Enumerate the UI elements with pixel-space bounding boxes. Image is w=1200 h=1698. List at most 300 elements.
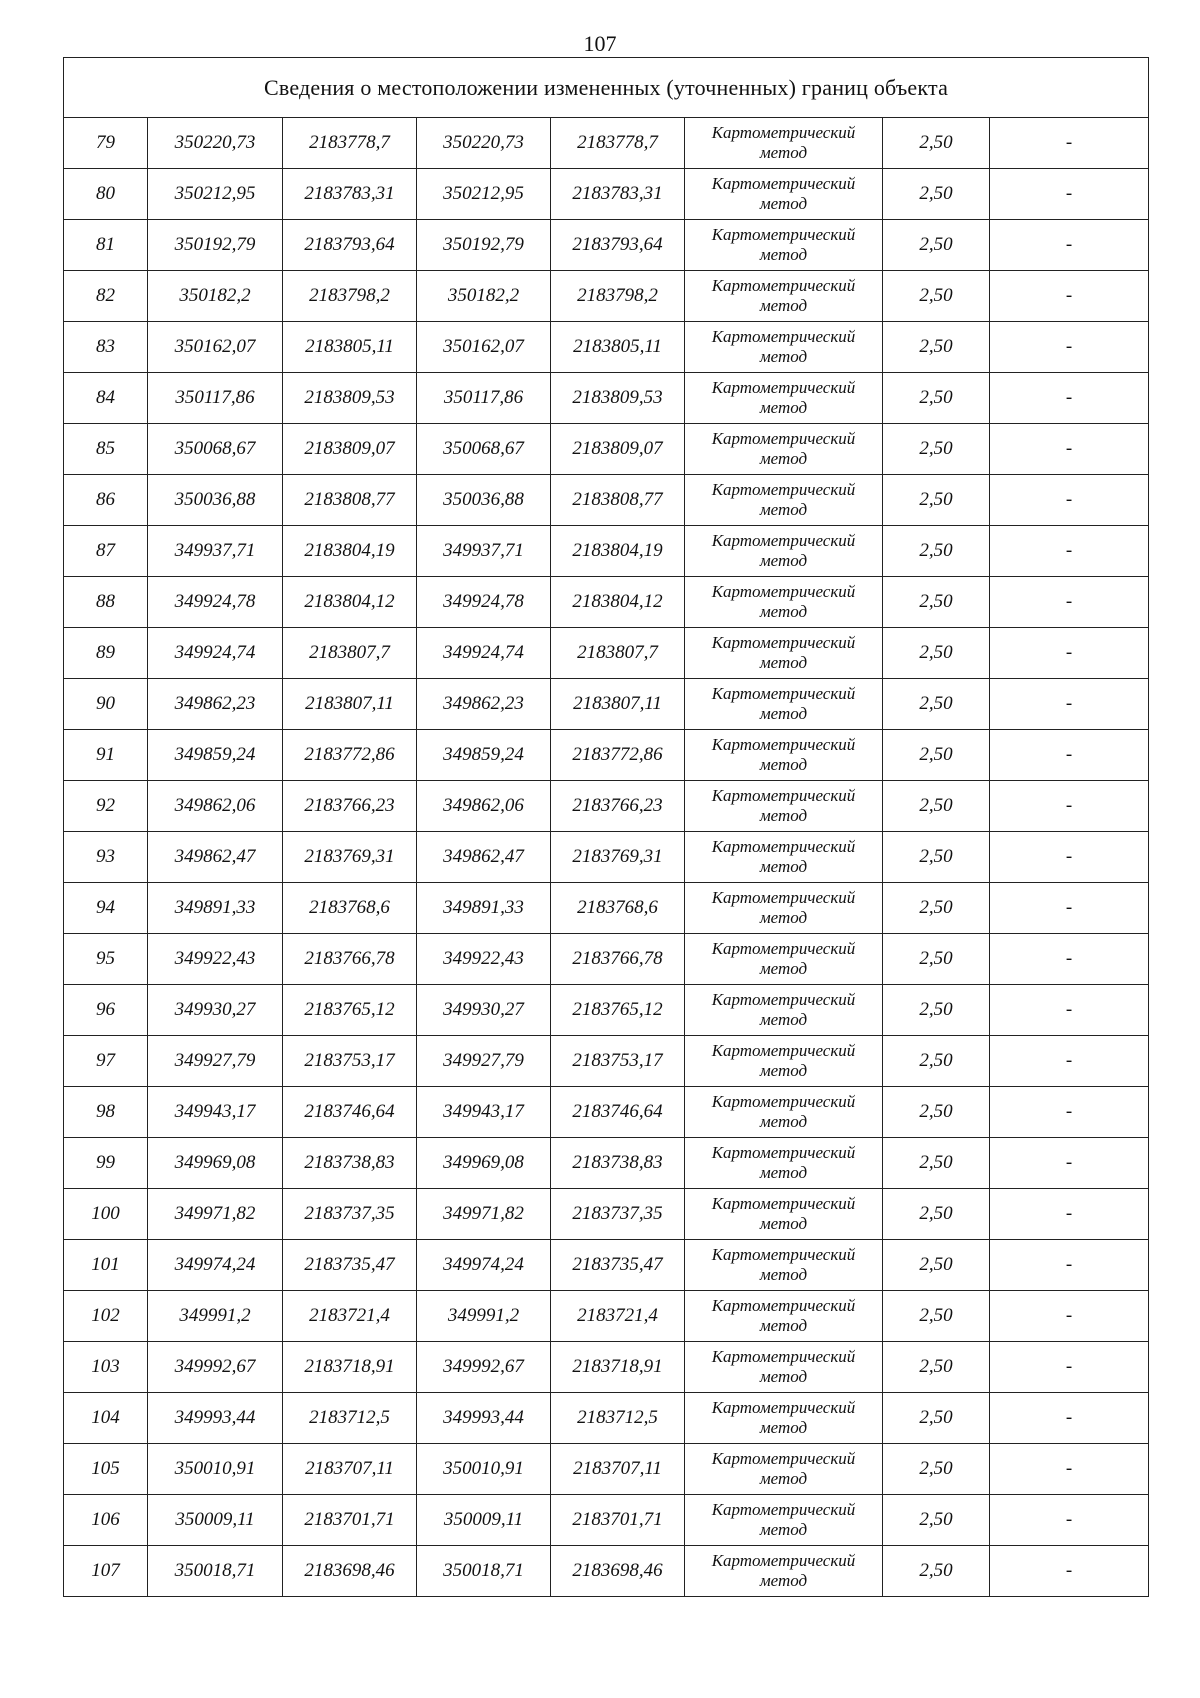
method-cell [685, 1189, 883, 1240]
note-cell: - [990, 1444, 1149, 1495]
table-row [64, 373, 1149, 424]
method-cell [685, 577, 883, 628]
accuracy-cell: 2,50 [883, 628, 990, 679]
note-cell: - [990, 271, 1149, 322]
note-cell: - [990, 781, 1149, 832]
accuracy-cell: 2,50 [883, 781, 990, 832]
refined-y-cell: 2183712,5 [551, 1393, 685, 1444]
note-cell: - [990, 475, 1149, 526]
method-line-2: метод [759, 653, 808, 672]
refined-x-cell: 349862,47 [417, 832, 551, 883]
point-number-cell: 100 [64, 1189, 148, 1240]
refined-y-cell: 2183778,7 [551, 118, 685, 169]
refined-x-cell: 350192,79 [417, 220, 551, 271]
method-cell [685, 526, 883, 577]
accuracy-cell: 2,50 [883, 169, 990, 220]
point-number-cell: 107 [64, 1546, 148, 1597]
method-cell [685, 424, 883, 475]
existing-y-cell: 2183807,11 [283, 679, 417, 730]
method-line-1: Картометрический [711, 1449, 856, 1468]
refined-x-cell: 350117,86 [417, 373, 551, 424]
method-line-1: Картометрический [711, 786, 856, 805]
method-line-2: метод [759, 551, 808, 570]
method-line-2: метод [759, 1418, 808, 1437]
refined-x-cell: 349859,24 [417, 730, 551, 781]
refined-y-cell: 2183807,7 [551, 628, 685, 679]
existing-y-cell: 2183701,71 [283, 1495, 417, 1546]
method-line-1: Картометрический [711, 276, 856, 295]
refined-y-cell: 2183807,11 [551, 679, 685, 730]
method-line-2: метод [759, 857, 808, 876]
method-line-1: Картометрический [711, 939, 856, 958]
point-number-cell: 96 [64, 985, 148, 1036]
existing-x-cell: 349862,47 [148, 832, 283, 883]
existing-x-cell: 350036,88 [148, 475, 283, 526]
method-line-1: Картометрический [711, 378, 856, 397]
point-number-cell: 99 [64, 1138, 148, 1189]
method-line-2: метод [759, 245, 808, 264]
point-number-cell: 106 [64, 1495, 148, 1546]
table-row [64, 1495, 1149, 1546]
refined-y-cell: 2183753,17 [551, 1036, 685, 1087]
method-line-1: Картометрический [711, 990, 856, 1009]
refined-x-cell: 349927,79 [417, 1036, 551, 1087]
existing-y-cell: 2183712,5 [283, 1393, 417, 1444]
accuracy-cell: 2,50 [883, 679, 990, 730]
method-cell [685, 118, 883, 169]
method-line-1: Картометрический [711, 1143, 856, 1162]
point-number-cell: 87 [64, 526, 148, 577]
note-cell: - [990, 1393, 1149, 1444]
method-line-1: Картометрический [711, 837, 856, 856]
existing-y-cell: 2183808,77 [283, 475, 417, 526]
method-cell [685, 1138, 883, 1189]
method-line-1: Картометрический [711, 174, 856, 193]
method-line-2: метод [759, 755, 808, 774]
existing-y-cell: 2183809,07 [283, 424, 417, 475]
method-line-2: метод [759, 1112, 808, 1131]
method-line-1: Картометрический [711, 1347, 856, 1366]
point-number-cell: 85 [64, 424, 148, 475]
method-line-1: Картометрический [711, 888, 856, 907]
point-number-cell: 82 [64, 271, 148, 322]
note-cell: - [990, 628, 1149, 679]
table-row [64, 1189, 1149, 1240]
existing-x-cell: 350182,2 [148, 271, 283, 322]
refined-x-cell: 350182,2 [417, 271, 551, 322]
note-cell: - [990, 985, 1149, 1036]
refined-y-cell: 2183737,35 [551, 1189, 685, 1240]
accuracy-cell: 2,50 [883, 1444, 990, 1495]
method-line-1: Картометрический [711, 1296, 856, 1315]
method-cell [685, 1393, 883, 1444]
page-number: 107 [583, 31, 617, 56]
existing-y-cell: 2183766,78 [283, 934, 417, 985]
table-row [64, 1546, 1149, 1597]
method-line-2: метод [759, 1571, 808, 1590]
refined-x-cell: 349924,74 [417, 628, 551, 679]
note-cell: - [990, 1087, 1149, 1138]
accuracy-cell: 2,50 [883, 1087, 990, 1138]
note-cell: - [990, 373, 1149, 424]
method-cell [685, 1546, 883, 1597]
existing-x-cell: 349922,43 [148, 934, 283, 985]
existing-y-cell: 2183807,7 [283, 628, 417, 679]
table-header-row [64, 58, 1149, 118]
method-line-1: Картометрический [711, 1041, 856, 1060]
existing-x-cell: 350220,73 [148, 118, 283, 169]
point-number-cell: 86 [64, 475, 148, 526]
existing-y-cell: 2183778,7 [283, 118, 417, 169]
point-number-cell: 88 [64, 577, 148, 628]
existing-x-cell: 350117,86 [148, 373, 283, 424]
existing-y-cell: 2183765,12 [283, 985, 417, 1036]
refined-x-cell: 349969,08 [417, 1138, 551, 1189]
point-number-cell: 79 [64, 118, 148, 169]
existing-x-cell: 349930,27 [148, 985, 283, 1036]
note-cell: - [990, 1291, 1149, 1342]
existing-y-cell: 2183798,2 [283, 271, 417, 322]
existing-x-cell: 349971,82 [148, 1189, 283, 1240]
table-row [64, 1240, 1149, 1291]
existing-y-cell: 2183746,64 [283, 1087, 417, 1138]
refined-y-cell: 2183701,71 [551, 1495, 685, 1546]
method-cell [685, 883, 883, 934]
refined-y-cell: 2183798,2 [551, 271, 685, 322]
existing-y-cell: 2183804,12 [283, 577, 417, 628]
point-number-cell: 104 [64, 1393, 148, 1444]
table-row [64, 1036, 1149, 1087]
table-row [64, 577, 1149, 628]
accuracy-cell: 2,50 [883, 1138, 990, 1189]
existing-x-cell: 350212,95 [148, 169, 283, 220]
existing-x-cell: 349859,24 [148, 730, 283, 781]
refined-y-cell: 2183768,6 [551, 883, 685, 934]
refined-x-cell: 349937,71 [417, 526, 551, 577]
method-line-1: Картометрический [711, 123, 856, 142]
table-row [64, 220, 1149, 271]
table-row [64, 1342, 1149, 1393]
existing-y-cell: 2183698,46 [283, 1546, 417, 1597]
method-line-1: Картометрический [711, 735, 856, 754]
refined-x-cell: 349971,82 [417, 1189, 551, 1240]
point-number-cell: 101 [64, 1240, 148, 1291]
table-row [64, 475, 1149, 526]
note-cell: - [990, 934, 1149, 985]
method-cell [685, 1087, 883, 1138]
note-cell: - [990, 424, 1149, 475]
method-cell [685, 985, 883, 1036]
table-row [64, 832, 1149, 883]
method-line-1: Картометрический [711, 1245, 856, 1264]
method-line-2: метод [759, 500, 808, 519]
point-number-cell: 80 [64, 169, 148, 220]
refined-x-cell: 349991,2 [417, 1291, 551, 1342]
note-cell: - [990, 322, 1149, 373]
method-line-1: Картометрический [711, 633, 856, 652]
existing-y-cell: 2183809,53 [283, 373, 417, 424]
method-cell [685, 730, 883, 781]
accuracy-cell: 2,50 [883, 985, 990, 1036]
refined-x-cell: 350036,88 [417, 475, 551, 526]
note-cell: - [990, 1138, 1149, 1189]
method-cell [685, 781, 883, 832]
existing-x-cell: 349862,23 [148, 679, 283, 730]
note-cell: - [990, 679, 1149, 730]
method-line-2: метод [759, 1061, 808, 1080]
table-row [64, 271, 1149, 322]
accuracy-cell: 2,50 [883, 1546, 990, 1597]
refined-y-cell: 2183738,83 [551, 1138, 685, 1189]
refined-x-cell: 349922,43 [417, 934, 551, 985]
accuracy-cell: 2,50 [883, 322, 990, 373]
refined-y-cell: 2183769,31 [551, 832, 685, 883]
method-cell [685, 1444, 883, 1495]
refined-x-cell: 350212,95 [417, 169, 551, 220]
point-number-cell: 90 [64, 679, 148, 730]
existing-x-cell: 349937,71 [148, 526, 283, 577]
existing-x-cell: 350009,11 [148, 1495, 283, 1546]
refined-y-cell: 2183718,91 [551, 1342, 685, 1393]
refined-x-cell: 349993,44 [417, 1393, 551, 1444]
refined-x-cell: 350068,67 [417, 424, 551, 475]
method-cell [685, 271, 883, 322]
existing-x-cell: 349862,06 [148, 781, 283, 832]
existing-x-cell: 349991,2 [148, 1291, 283, 1342]
refined-x-cell: 349943,17 [417, 1087, 551, 1138]
existing-y-cell: 2183805,11 [283, 322, 417, 373]
existing-x-cell: 350010,91 [148, 1444, 283, 1495]
method-line-1: Картометрический [711, 531, 856, 550]
accuracy-cell: 2,50 [883, 424, 990, 475]
accuracy-cell: 2,50 [883, 220, 990, 271]
method-line-2: метод [759, 1316, 808, 1335]
table-row [64, 985, 1149, 1036]
method-line-2: метод [759, 398, 808, 417]
refined-y-cell: 2183805,11 [551, 322, 685, 373]
point-number-cell: 102 [64, 1291, 148, 1342]
method-line-2: метод [759, 1469, 808, 1488]
method-line-2: метод [759, 296, 808, 315]
method-cell [685, 1036, 883, 1087]
method-line-2: метод [759, 1010, 808, 1029]
existing-y-cell: 2183766,23 [283, 781, 417, 832]
refined-y-cell: 2183804,19 [551, 526, 685, 577]
table-row [64, 781, 1149, 832]
point-number-cell: 103 [64, 1342, 148, 1393]
note-cell: - [990, 118, 1149, 169]
method-cell [685, 1291, 883, 1342]
method-line-2: метод [759, 1214, 808, 1233]
refined-x-cell: 350009,11 [417, 1495, 551, 1546]
existing-y-cell: 2183721,4 [283, 1291, 417, 1342]
existing-y-cell: 2183793,64 [283, 220, 417, 271]
existing-y-cell: 2183737,35 [283, 1189, 417, 1240]
existing-y-cell: 2183753,17 [283, 1036, 417, 1087]
refined-y-cell: 2183783,31 [551, 169, 685, 220]
note-cell: - [990, 1342, 1149, 1393]
existing-x-cell: 349969,08 [148, 1138, 283, 1189]
method-line-2: метод [759, 347, 808, 366]
existing-y-cell: 2183772,86 [283, 730, 417, 781]
refined-x-cell: 349891,33 [417, 883, 551, 934]
refined-y-cell: 2183698,46 [551, 1546, 685, 1597]
table-row [64, 1444, 1149, 1495]
existing-y-cell: 2183738,83 [283, 1138, 417, 1189]
existing-x-cell: 349891,33 [148, 883, 283, 934]
refined-y-cell: 2183735,47 [551, 1240, 685, 1291]
table-row [64, 730, 1149, 781]
method-cell [685, 628, 883, 679]
method-line-1: Картометрический [711, 1398, 856, 1417]
method-line-1: Картометрический [711, 582, 856, 601]
existing-y-cell: 2183769,31 [283, 832, 417, 883]
point-number-cell: 93 [64, 832, 148, 883]
refined-x-cell: 350010,91 [417, 1444, 551, 1495]
note-cell: - [990, 169, 1149, 220]
accuracy-cell: 2,50 [883, 832, 990, 883]
point-number-cell: 98 [64, 1087, 148, 1138]
point-number-cell: 91 [64, 730, 148, 781]
method-cell [685, 373, 883, 424]
existing-y-cell: 2183804,19 [283, 526, 417, 577]
accuracy-cell: 2,50 [883, 1036, 990, 1087]
accuracy-cell: 2,50 [883, 730, 990, 781]
method-cell [685, 679, 883, 730]
note-cell: - [990, 730, 1149, 781]
table-row [64, 1393, 1149, 1444]
refined-y-cell: 2183772,86 [551, 730, 685, 781]
refined-y-cell: 2183765,12 [551, 985, 685, 1036]
method-line-1: Картометрический [711, 684, 856, 703]
note-cell: - [990, 220, 1149, 271]
refined-x-cell: 349974,24 [417, 1240, 551, 1291]
method-line-2: метод [759, 806, 808, 825]
method-line-2: метод [759, 1520, 808, 1539]
accuracy-cell: 2,50 [883, 1291, 990, 1342]
method-line-2: метод [759, 959, 808, 978]
method-line-1: Картометрический [711, 1092, 856, 1111]
refined-y-cell: 2183766,78 [551, 934, 685, 985]
table-title: Сведения о местоположении измененных (уточненных) границ объекта [64, 58, 1149, 118]
note-cell: - [990, 577, 1149, 628]
method-cell [685, 934, 883, 985]
point-number-cell: 97 [64, 1036, 148, 1087]
method-line-2: метод [759, 449, 808, 468]
accuracy-cell: 2,50 [883, 934, 990, 985]
accuracy-cell: 2,50 [883, 1189, 990, 1240]
refined-x-cell: 350162,07 [417, 322, 551, 373]
refined-x-cell: 349930,27 [417, 985, 551, 1036]
existing-x-cell: 350162,07 [148, 322, 283, 373]
accuracy-cell: 2,50 [883, 577, 990, 628]
accuracy-cell: 2,50 [883, 475, 990, 526]
accuracy-cell: 2,50 [883, 373, 990, 424]
table-row [64, 1087, 1149, 1138]
accuracy-cell: 2,50 [883, 271, 990, 322]
method-cell [685, 832, 883, 883]
method-cell [685, 1495, 883, 1546]
method-cell [685, 475, 883, 526]
accuracy-cell: 2,50 [883, 526, 990, 577]
table-row [64, 1291, 1149, 1342]
existing-x-cell: 349927,79 [148, 1036, 283, 1087]
accuracy-cell: 2,50 [883, 1240, 990, 1291]
method-line-1: Картометрический [711, 225, 856, 244]
method-line-2: метод [759, 602, 808, 621]
existing-x-cell: 349993,44 [148, 1393, 283, 1444]
table-row [64, 526, 1149, 577]
existing-y-cell: 2183707,11 [283, 1444, 417, 1495]
point-number-cell: 92 [64, 781, 148, 832]
method-line-1: Картометрический [711, 429, 856, 448]
table-row [64, 679, 1149, 730]
accuracy-cell: 2,50 [883, 1393, 990, 1444]
note-cell: - [990, 1036, 1149, 1087]
refined-x-cell: 349924,78 [417, 577, 551, 628]
existing-x-cell: 349924,78 [148, 577, 283, 628]
method-line-1: Картометрический [711, 1194, 856, 1213]
refined-x-cell: 350018,71 [417, 1546, 551, 1597]
table-row [64, 424, 1149, 475]
note-cell: - [990, 1240, 1149, 1291]
existing-x-cell: 350018,71 [148, 1546, 283, 1597]
method-line-2: метод [759, 704, 808, 723]
existing-y-cell: 2183768,6 [283, 883, 417, 934]
method-line-2: метод [759, 1163, 808, 1182]
table-row [64, 934, 1149, 985]
existing-x-cell: 350068,67 [148, 424, 283, 475]
existing-x-cell: 350192,79 [148, 220, 283, 271]
accuracy-cell: 2,50 [883, 1342, 990, 1393]
point-number-cell: 83 [64, 322, 148, 373]
existing-x-cell: 349943,17 [148, 1087, 283, 1138]
note-cell: - [990, 526, 1149, 577]
accuracy-cell: 2,50 [883, 883, 990, 934]
method-line-1: Картометрический [711, 327, 856, 346]
accuracy-cell: 2,50 [883, 118, 990, 169]
refined-y-cell: 2183766,23 [551, 781, 685, 832]
note-cell: - [990, 1495, 1149, 1546]
refined-y-cell: 2183809,53 [551, 373, 685, 424]
point-number-cell: 105 [64, 1444, 148, 1495]
table-row [64, 169, 1149, 220]
point-number-cell: 81 [64, 220, 148, 271]
refined-y-cell: 2183804,12 [551, 577, 685, 628]
refined-y-cell: 2183721,4 [551, 1291, 685, 1342]
method-cell [685, 169, 883, 220]
existing-y-cell: 2183718,91 [283, 1342, 417, 1393]
existing-y-cell: 2183783,31 [283, 169, 417, 220]
refined-x-cell: 349862,23 [417, 679, 551, 730]
refined-y-cell: 2183707,11 [551, 1444, 685, 1495]
refined-y-cell: 2183793,64 [551, 220, 685, 271]
accuracy-cell: 2,50 [883, 1495, 990, 1546]
point-number-cell: 84 [64, 373, 148, 424]
method-line-2: метод [759, 908, 808, 927]
note-cell: - [990, 883, 1149, 934]
method-line-1: Картометрический [711, 480, 856, 499]
refined-y-cell: 2183809,07 [551, 424, 685, 475]
note-cell: - [990, 1189, 1149, 1240]
method-line-1: Картометрический [711, 1551, 856, 1570]
refined-y-cell: 2183746,64 [551, 1087, 685, 1138]
method-cell [685, 220, 883, 271]
method-cell [685, 1240, 883, 1291]
table-row [64, 1138, 1149, 1189]
method-line-2: метод [759, 1265, 808, 1284]
point-number-cell: 95 [64, 934, 148, 985]
